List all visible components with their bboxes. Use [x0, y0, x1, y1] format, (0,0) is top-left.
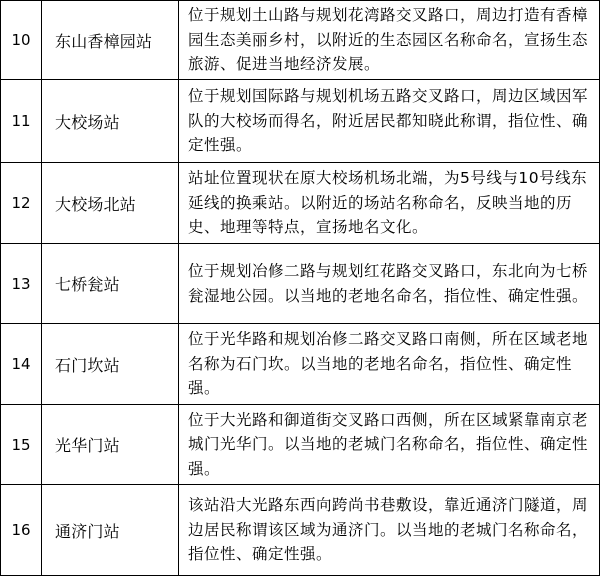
station-name: 七桥瓮站 — [42, 244, 179, 324]
table-row — [1, 244, 600, 324]
station-name: 光华门站 — [42, 405, 179, 485]
station-description: 该站沿大光路东西向跨尚书巷敷设，靠近通济门隧道，周边居民称谓该区域为通济门。以当地的老城门名称命名，指位性、确定性强。 — [179, 485, 600, 576]
table-row — [1, 324, 600, 405]
row-number: 15 — [1, 405, 42, 485]
station-name: 大校场站 — [42, 80, 179, 163]
row-number: 16 — [1, 485, 42, 576]
station-name: 通济门站 — [42, 485, 179, 576]
station-name: 东山香樟园站 — [42, 1, 179, 80]
row-number: 14 — [1, 324, 42, 405]
table-row — [1, 1, 600, 80]
table-row — [1, 163, 600, 244]
row-number: 11 — [1, 80, 42, 163]
station-description: 站址位置现状在原大校场机场北端，为5号线与10号线东延线的换乘站。以附近的场站名称命名，反映当地的历史、地理等特点，宣扬地名文化。 — [179, 163, 600, 244]
table-row — [1, 405, 600, 485]
table-row — [1, 80, 600, 163]
station-description: 位于规划冶修二路与规划红花路交叉路口，东北向为七桥瓮湿地公园。以当地的老地名命名，指位性、确定性强。 — [179, 244, 600, 324]
row-number: 10 — [1, 1, 42, 80]
station-description: 位于规划土山路与规划花湾路交叉路口，周边打造有香樟园生态美丽乡村，以附近的生态园区名称命名，宣扬生态旅游、促进当地经济发展。 — [179, 1, 600, 80]
row-number: 13 — [1, 244, 42, 324]
table-row — [1, 485, 600, 576]
row-number: 12 — [1, 163, 42, 244]
station-description: 位于规划国际路与规划机场五路交叉路口，周边区域因军队的大校场而得名，附近居民都知晓此称谓，指位性、确定性强。 — [179, 80, 600, 163]
station-name: 石门坎站 — [42, 324, 179, 405]
station-name: 大校场北站 — [42, 163, 179, 244]
station-description: 位于大光路和御道街交叉路口西侧，所在区域紧靠南京老城门光华门。以当地的老城门名称命名，指位性、确定性强。 — [179, 405, 600, 485]
station-description: 位于光华路和规划冶修二路交叉路口南侧，所在区域老地名称为石门坎。以当地的老地名命名，指位性、确定性强。 — [179, 324, 600, 405]
